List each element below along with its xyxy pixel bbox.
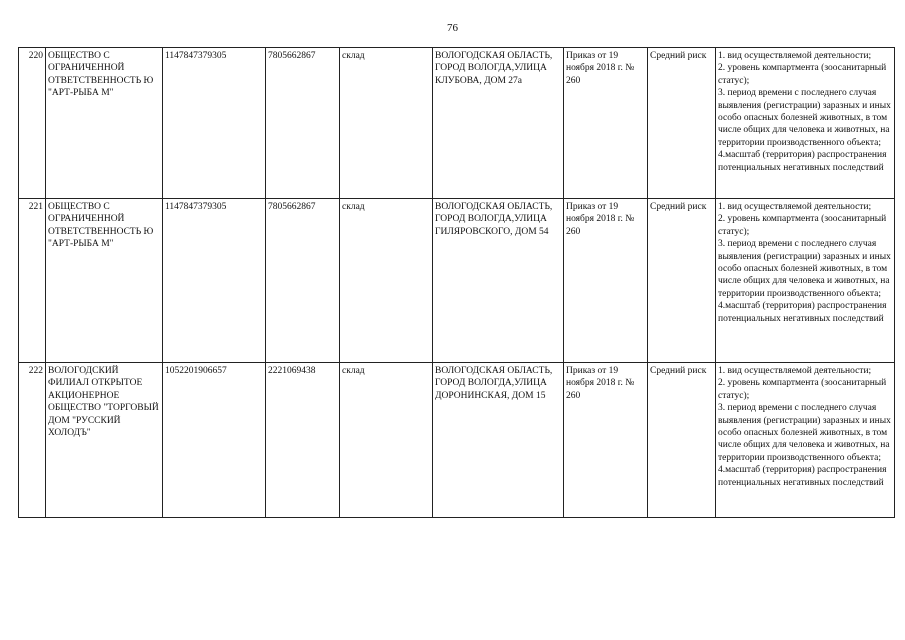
table-row xyxy=(19,48,895,199)
criteria-line: 3. период времени с последнего случая выявления (регистрации) заразных и иных особо опасных болезней животных, в том числе общих для человека и животных, на территории производственного объекта; xyxy=(718,403,891,463)
order-cell: Приказ от 19 ноября 2018 г. № 260 xyxy=(564,363,648,518)
organization-name: ВОЛОГОДСКИЙ ФИЛИАЛ ОТКРЫТОЕ АКЦИОНЕРНОЕ ОБЩЕСТВО "ТОРГОВЫЙ ДОМ "РУССКИЙ ХОЛОДЪ" xyxy=(46,363,163,518)
organization-name: ОБЩЕСТВО С ОГРАНИЧЕННОЙ ОТВЕТСТВЕННОСТЬ Ю "АРТ-РЫБА М" xyxy=(46,48,163,199)
page-number: 76 xyxy=(447,22,458,34)
organization-name: ОБЩЕСТВО С ОГРАНИЧЕННОЙ ОТВЕТСТВЕННОСТЬ Ю "АРТ-РЫБА М" xyxy=(46,199,163,363)
table-row xyxy=(19,363,895,518)
criteria-line: 2. уровень компартмента (зоосанитарный статус); xyxy=(718,214,887,237)
object-type-cell: склад xyxy=(340,199,433,363)
criteria-line: 3. период времени с последнего случая выявления (регистрации) заразных и иных особо опасных болезней животных, в том числе общих для человека и животных, на территории производственного объекта; xyxy=(718,239,891,299)
order-cell: Приказ от 19 ноября 2018 г. № 260 xyxy=(564,48,648,199)
address-cell: ВОЛОГОДСКАЯ ОБЛАСТЬ, ГОРОД ВОЛОГДА,УЛИЦА ДОРОНИНСКАЯ, ДОМ 15 xyxy=(433,363,564,518)
criteria-line: 3. период времени с последнего случая выявления (регистрации) заразных и иных особо опасных болезней животных, в том числе общих для человека и животных, на территории производственного объекта; xyxy=(718,88,891,148)
criteria-line: 2. уровень компартмента (зоосанитарный статус); xyxy=(718,63,887,86)
inn-cell: 2221069438 xyxy=(266,363,340,518)
record-number: 220 xyxy=(19,48,46,199)
object-type-cell: склад xyxy=(340,48,433,199)
ogrn-cell: 1052201906657 xyxy=(163,363,266,518)
criteria-line: 1. вид осуществляемой деятельности; xyxy=(718,51,872,61)
ogrn-cell: 1147847379305 xyxy=(163,48,266,199)
address-cell: ВОЛОГОДСКАЯ ОБЛАСТЬ, ГОРОД ВОЛОГДА,УЛИЦА ГИЛЯРОВСКОГО, ДОМ 54 xyxy=(433,199,564,363)
registry-table xyxy=(18,47,895,518)
ogrn-cell: 1147847379305 xyxy=(163,199,266,363)
object-type-cell: склад xyxy=(340,363,433,518)
record-number: 221 xyxy=(19,199,46,363)
record-number: 222 xyxy=(19,363,46,518)
criteria-cell xyxy=(716,363,895,518)
criteria-cell xyxy=(716,48,895,199)
criteria-line: 2. уровень компартмента (зоосанитарный статус); xyxy=(718,378,887,401)
criteria-line: 1. вид осуществляемой деятельности; xyxy=(718,202,872,212)
criteria-line: 4.масштаб (территория) распространения потенциальных негативных последствий xyxy=(718,301,887,324)
criteria-line: 1. вид осуществляемой деятельности; xyxy=(718,366,872,376)
criteria-cell xyxy=(716,199,895,363)
criteria-line: 4.масштаб (территория) распространения потенциальных негативных последствий xyxy=(718,465,887,488)
inn-cell: 7805662867 xyxy=(266,199,340,363)
order-cell: Приказ от 19 ноября 2018 г. № 260 xyxy=(564,199,648,363)
risk-category-cell: Средний риск xyxy=(648,48,716,199)
table-row xyxy=(19,199,895,363)
risk-category-cell: Средний риск xyxy=(648,199,716,363)
criteria-line: 4.масштаб (территория) распространения потенциальных негативных последствий xyxy=(718,150,887,173)
inn-cell: 7805662867 xyxy=(266,48,340,199)
risk-category-cell: Средний риск xyxy=(648,363,716,518)
address-cell: ВОЛОГОДСКАЯ ОБЛАСТЬ, ГОРОД ВОЛОГДА,УЛИЦА КЛУБОВА, ДОМ 27а xyxy=(433,48,564,199)
